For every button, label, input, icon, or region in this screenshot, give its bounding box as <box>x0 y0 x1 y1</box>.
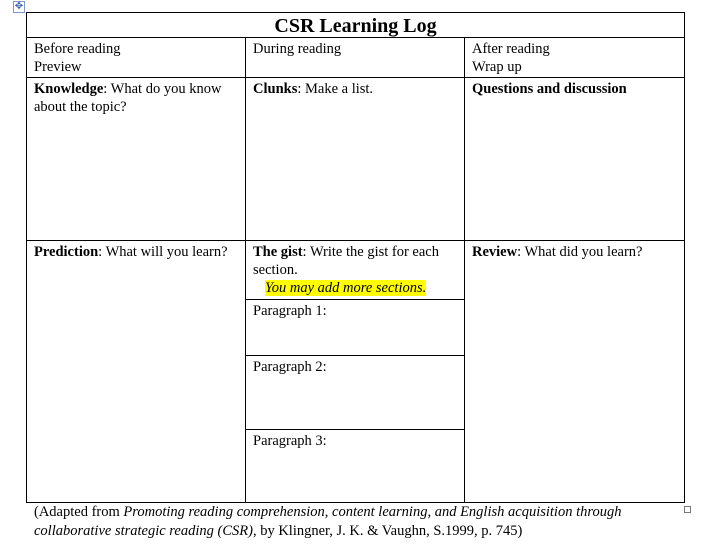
paragraph-2-cell[interactable] <box>245 355 465 430</box>
knowledge-label: Knowledge <box>34 81 104 97</box>
review-prompt: : What did you learn? <box>517 244 643 260</box>
citation-suffix: , by Klingner, J. K. & Vaughn, S.1999, p. 745) <box>252 523 523 539</box>
gist-note-highlight: You may add more sections. <box>265 280 427 296</box>
prediction-label: Prediction <box>34 244 99 260</box>
header-line2: Wrap up <box>472 59 522 75</box>
clunks-prompt: : Make a list. <box>297 81 374 97</box>
citation-prefix: (Adapted from <box>34 504 124 520</box>
table-resize-handle[interactable] <box>684 506 691 513</box>
prediction-prompt: : What will you learn? <box>98 244 228 260</box>
review-cell[interactable] <box>464 240 685 503</box>
knowledge-cell[interactable] <box>26 77 246 241</box>
paragraph-1-cell[interactable] <box>245 299 465 356</box>
citation <box>34 503 674 541</box>
gist-cell[interactable] <box>245 240 465 300</box>
clunks-cell[interactable] <box>245 77 465 241</box>
paragraph-3-cell[interactable] <box>245 429 465 503</box>
questions-label: Questions and discussion <box>472 81 627 97</box>
paragraph-label: Paragraph 3: <box>253 433 327 449</box>
header-line1: During reading <box>253 41 342 57</box>
prediction-cell[interactable] <box>26 240 246 503</box>
header-line2: Preview <box>34 59 82 75</box>
header-after-reading <box>464 37 685 78</box>
table-move-handle-icon[interactable]: ✥ <box>14 1 24 12</box>
table-title: CSR Learning Log <box>26 12 685 38</box>
header-line1: After reading <box>472 41 550 57</box>
header-before-reading <box>26 37 246 78</box>
gist-prompt: : Write the gist for each section. <box>253 244 439 278</box>
knowledge-prompt: : What do you know about the topic? <box>34 81 222 115</box>
citation-title: Promoting reading comprehension, content learning, and English acquisition through collaborative strategic reading (CSR) <box>34 504 622 539</box>
header-during-reading <box>245 37 465 78</box>
questions-cell[interactable] <box>464 77 685 241</box>
review-label: Review <box>472 244 518 260</box>
paragraph-label: Paragraph 2: <box>253 359 327 375</box>
gist-label: The gist <box>253 244 303 260</box>
header-line1: Before reading <box>34 41 121 57</box>
paragraph-label: Paragraph 1: <box>253 303 327 319</box>
clunks-label: Clunks <box>253 81 298 97</box>
